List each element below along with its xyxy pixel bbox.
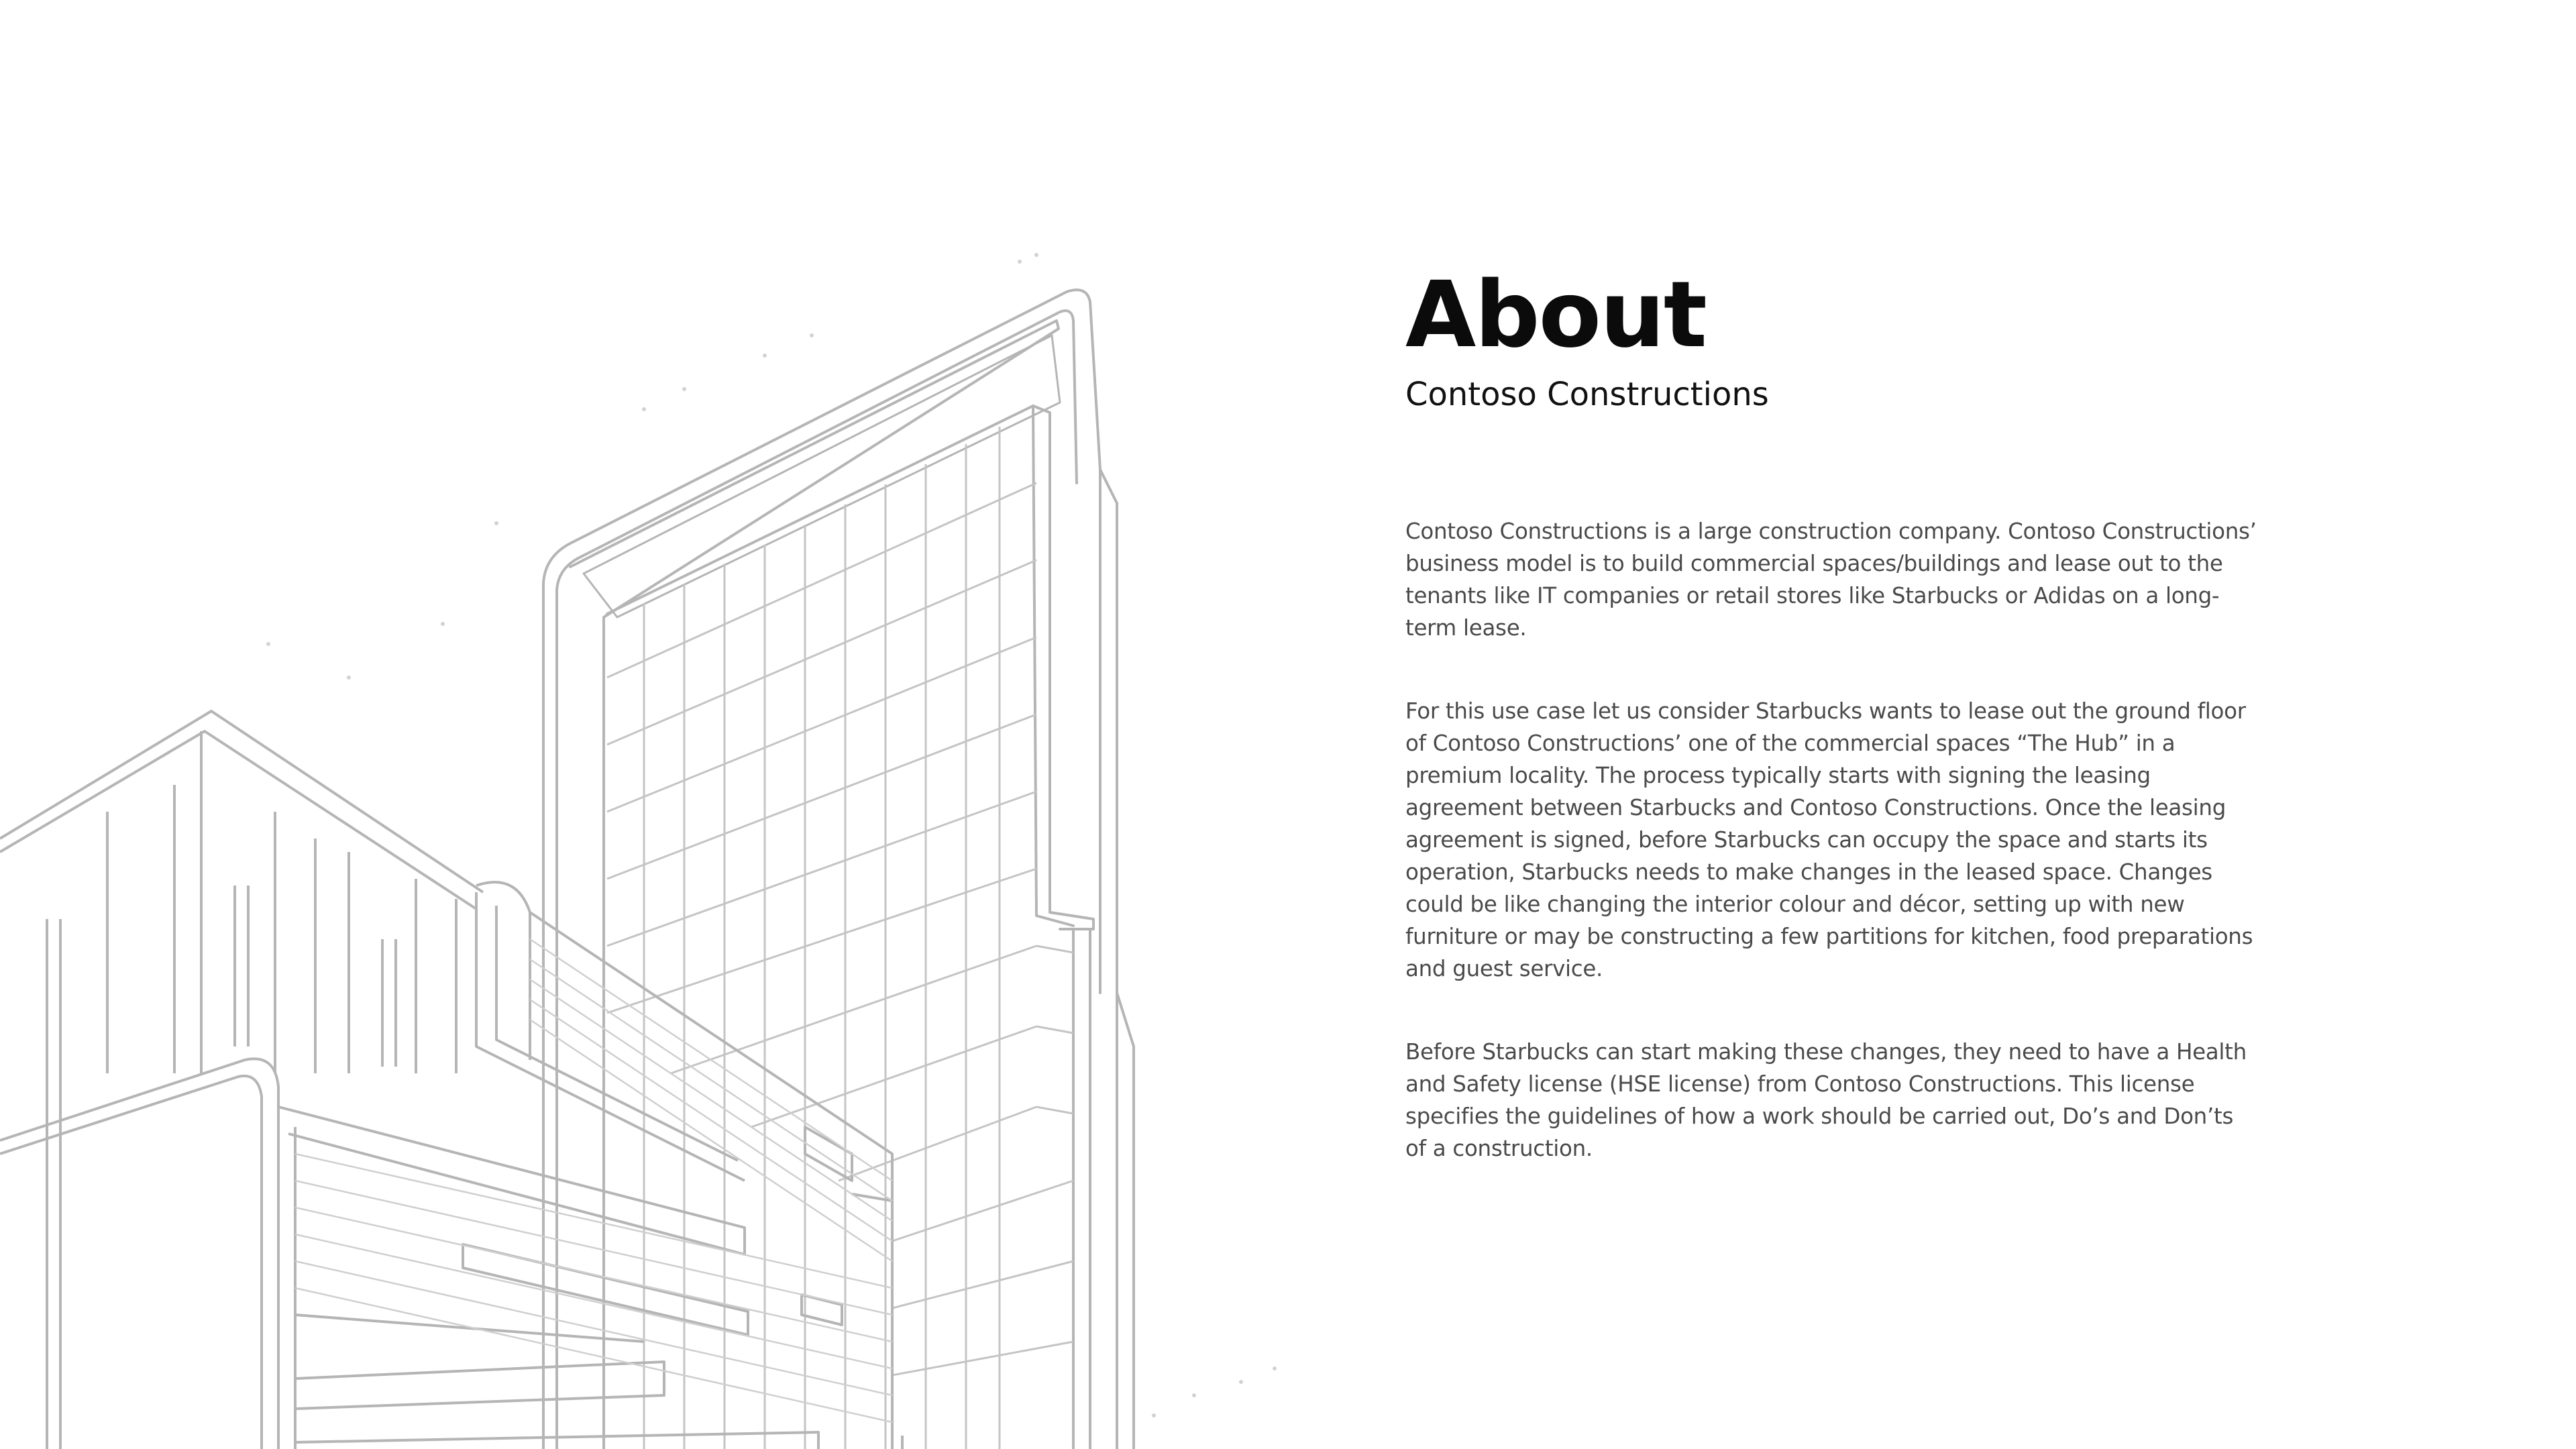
page-subtitle: Contoso Constructions	[1405, 376, 1769, 413]
page-title: About	[1405, 262, 1706, 368]
paragraph-intro: Contoso Constructions is a large construction company. Contoso Constructions’ business model is to build commercial spaces/buildings and lease out to the tenants like IT companies or retail stores like Starbucks or Adidas on a long-term lease.	[1405, 519, 2257, 641]
paragraph-use-case: For this use case let us consider Starbucks wants to lease out the ground floor of Contoso Constructions’ one of the commercial spaces “The Hub” in a premium locality. The process typically starts with signing the leasing agreement between Starbucks and Contoso Constructions. Once the leasing agreement is signed, before Starbucks can occupy the space and starts its operation, Starbucks needs to make changes in the leased space. Changes could be like changing the interior colour and décor, setting up with new furniture or may be constructing a few partitions for kitchen, food preparations and guest service.	[1405, 698, 2253, 981]
body-text	[1405, 515, 2257, 1165]
about-content	[1405, 262, 2257, 1216]
paragraph-hse-license: Before Starbucks can start making these changes, they need to have a Health and Safety license (HSE license) from Contoso Constructions. This license specifies the guidelines of how a work should be carried out, Do’s and Don’ts of a construction.	[1405, 1039, 2247, 1161]
